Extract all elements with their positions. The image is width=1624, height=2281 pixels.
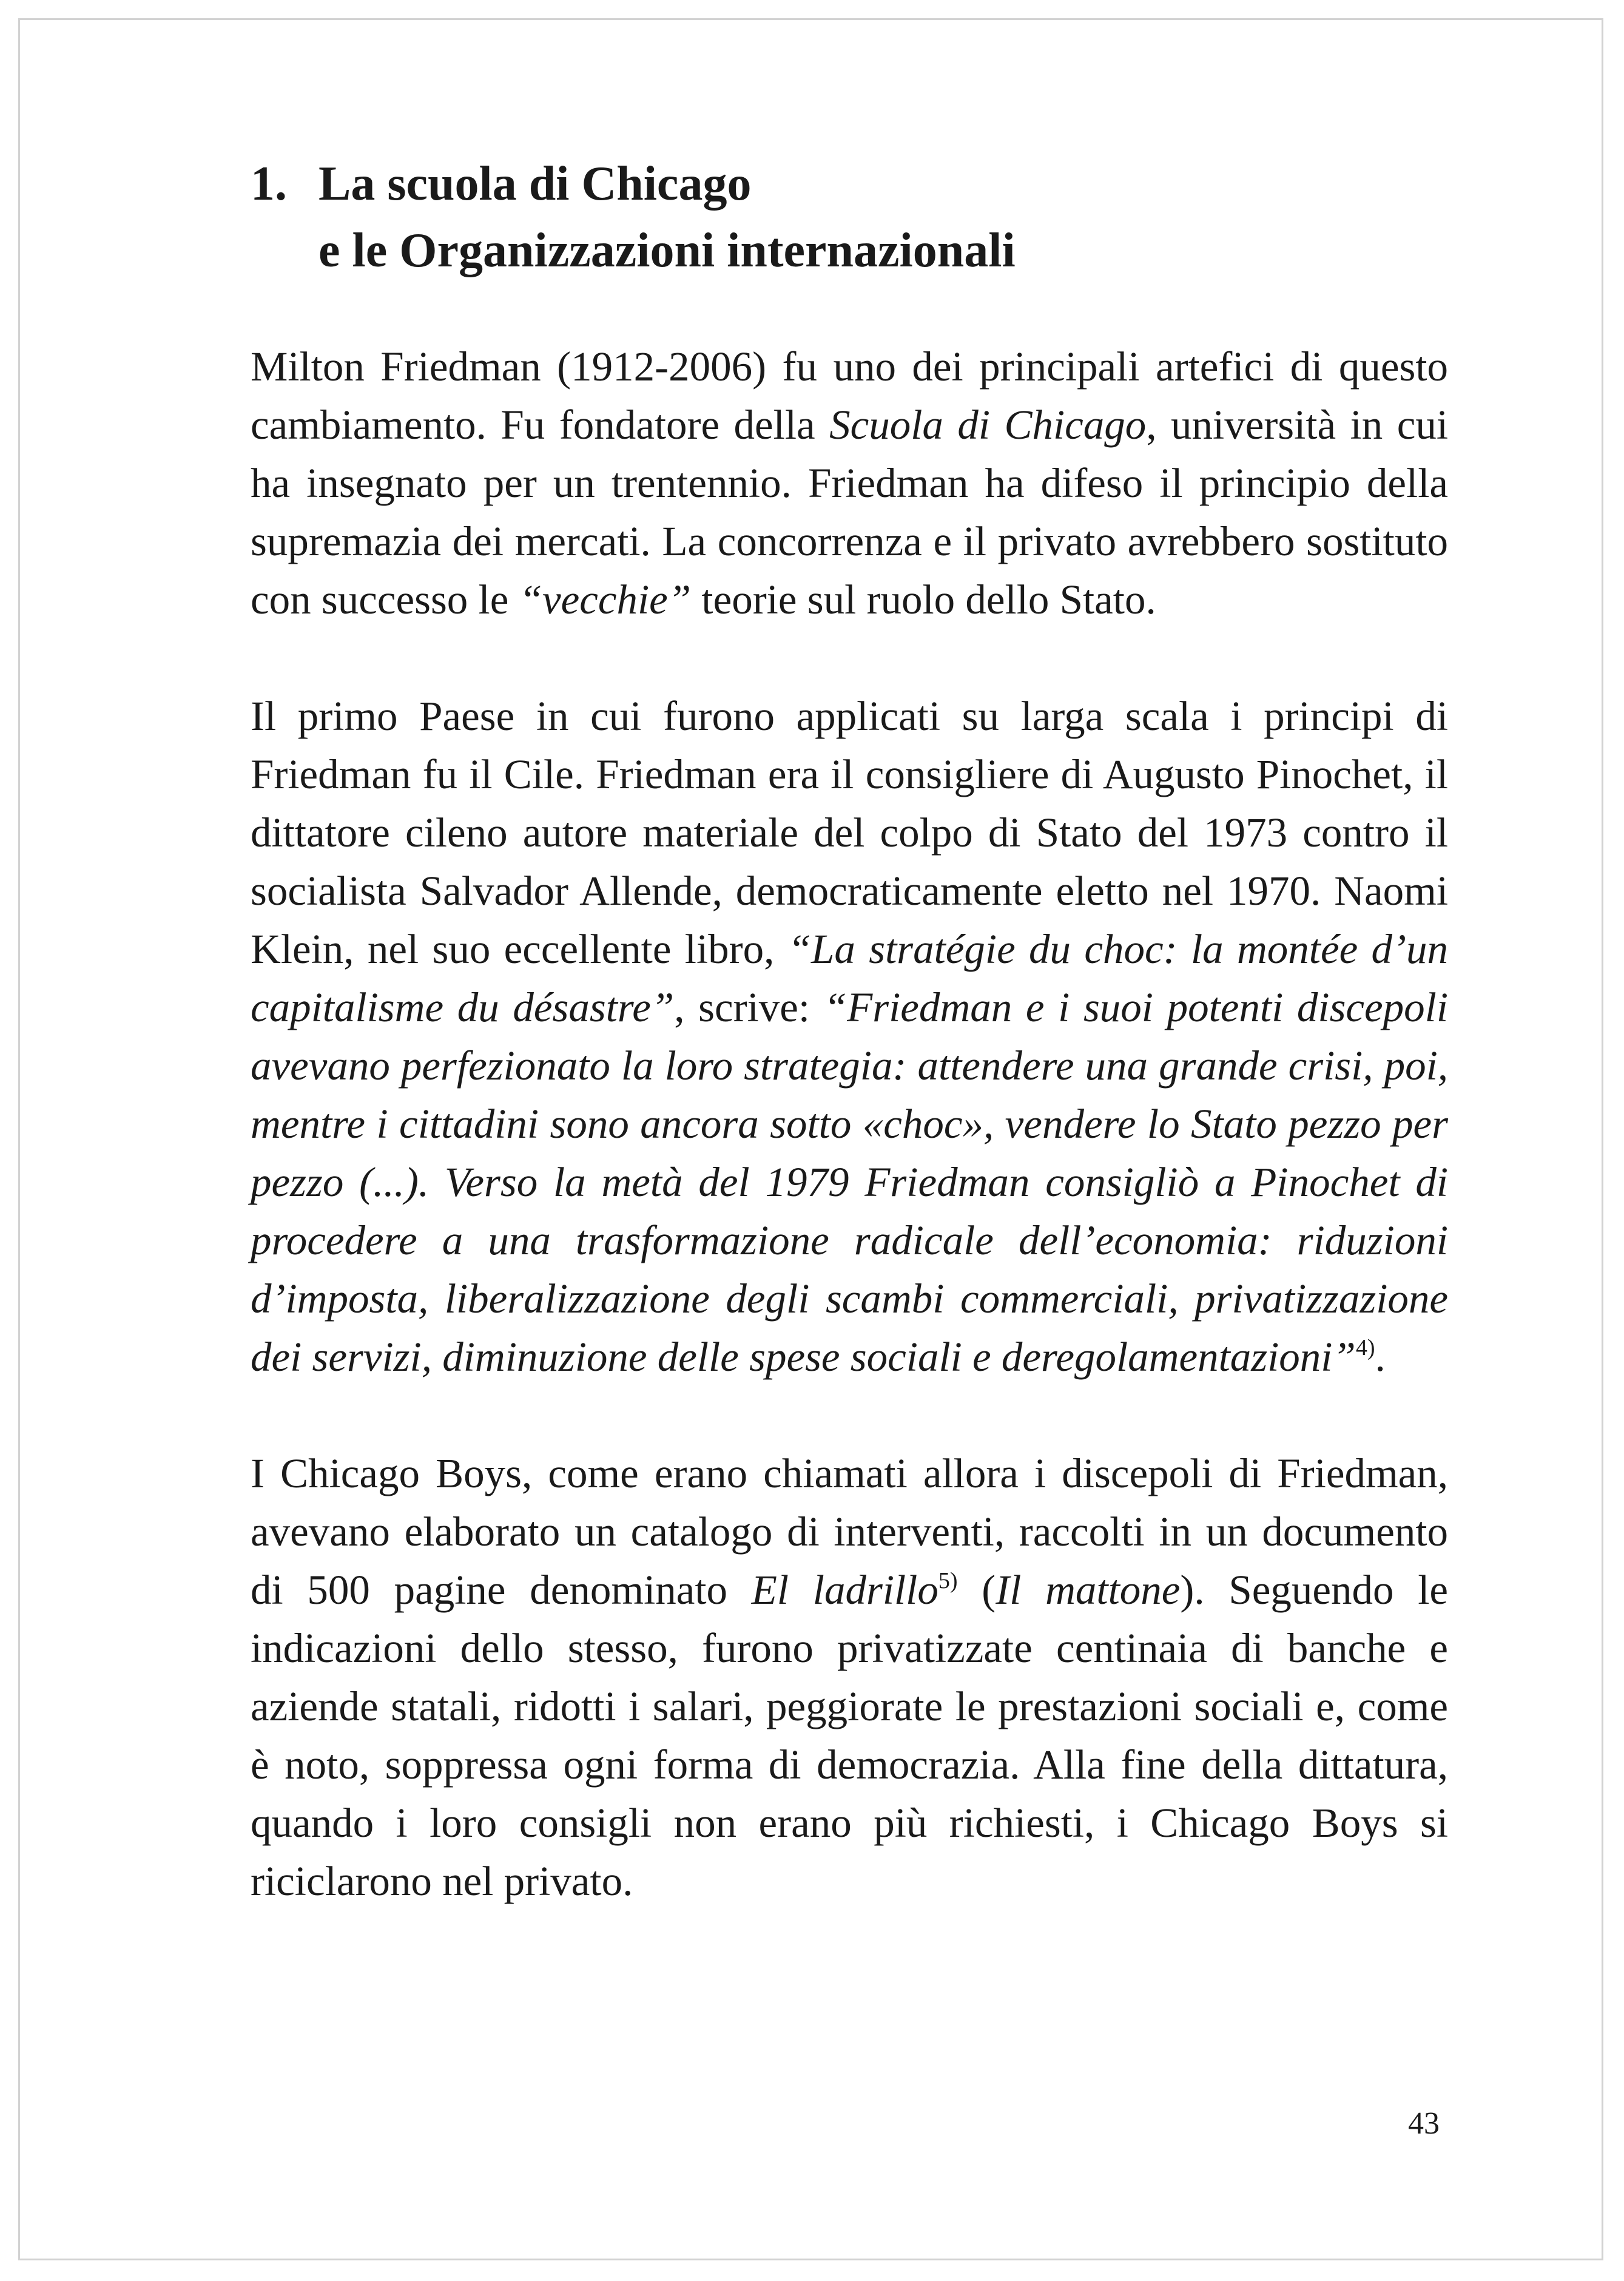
document-title: El ladrillo: [751, 1567, 938, 1613]
paragraph-1-text: , università in cui ha insegnato per un trentennio. Friedman ha difeso il principio della supremazia dei mercati. La concorrenza e il privato avrebbero sostituto con successo le: [251, 402, 1448, 623]
paragraph-2: [251, 687, 1448, 1386]
document-title-translation: Il mattone: [996, 1567, 1181, 1613]
paragraph-1-italic-quote: “vecchie”: [519, 576, 692, 623]
page-number: 43: [1408, 2106, 1440, 2141]
paragraph-1-text: teorie sul ruolo dello Stato.: [691, 576, 1156, 623]
paragraph-3-text: I Chicago Boys, come erano chiamati allora i discepoli di Friedman, avevano elaborato un catalogo di interventi, raccolti in un documento di 500 pagine denominato: [251, 1450, 1448, 1613]
heading-line-1: La scuola di Chicago: [318, 157, 752, 211]
paragraph-2-text: Il primo Paese in cui furono applicati su larga scala i principi di Friedman fu il Cile. Friedman era il consigliere di Augusto Pinochet, il dittatore cileno autore materiale del colpo di Stato del 1973 contro il socialista Salvador Allende, democraticamente eletto nel 1970. Naomi Klein, nel suo eccellente libro,: [251, 693, 1448, 972]
quotation: “Friedman e i suoi potenti discepoli avevano perfezionato la loro strategia: attendere una grande crisi, poi, mentre i cittadini sono ancora sotto «choc», vendere lo Stato pezzo per pezzo (...). Verso la metà del 1979 Friedman consigliò a Pinochet di procedere a una trasformazione radicale dell’economia: riduzioni d’imposta, liberalizzazione degli scambi commerciali, privatizzazione dei servizi, diminuzione delle spese sociali e deregolamentazioni”: [251, 984, 1449, 1380]
heading-line-2: e le Organizzazioni internazionali: [318, 224, 1016, 277]
paragraph-1: [251, 337, 1448, 629]
paragraph-3: [251, 1444, 1448, 1910]
heading-number: 1.: [251, 157, 287, 211]
paragraph-2-text: .: [1375, 1334, 1386, 1380]
heading-title: [318, 150, 1016, 284]
footnote-ref-5: 5): [938, 1568, 958, 1593]
footnote-ref-4: 4): [1355, 1335, 1375, 1360]
book-title: “La stratégie du choc: la montée d’un capitalisme du désastre”: [251, 926, 1449, 1030]
chapter-heading: [251, 150, 1448, 284]
page-content: [251, 150, 1448, 1910]
paragraph-3-text: ). Seguendo le indicazioni dello stesso, furono privatizzate centinaia di banche e aziende statali, ridotti i salari, peggiorate le prestazioni sociali e, come è noto, soppressa ogni forma di democrazia. Alla fine della dittatura, quando i loro consigli non erano più richiesti, i Chicago Boys si riciclarono nel privato.: [251, 1567, 1448, 1904]
paragraph-1-italic-school: Scuola di Chicago: [829, 402, 1147, 448]
paragraph-3-text: (: [957, 1567, 996, 1613]
paragraph-2-text: , scrive:: [674, 984, 824, 1030]
paragraph-1-text: Milton Friedman (1912-2006) fu uno dei principali artefici di questo cambiamento. Fu fondatore della: [251, 343, 1448, 448]
